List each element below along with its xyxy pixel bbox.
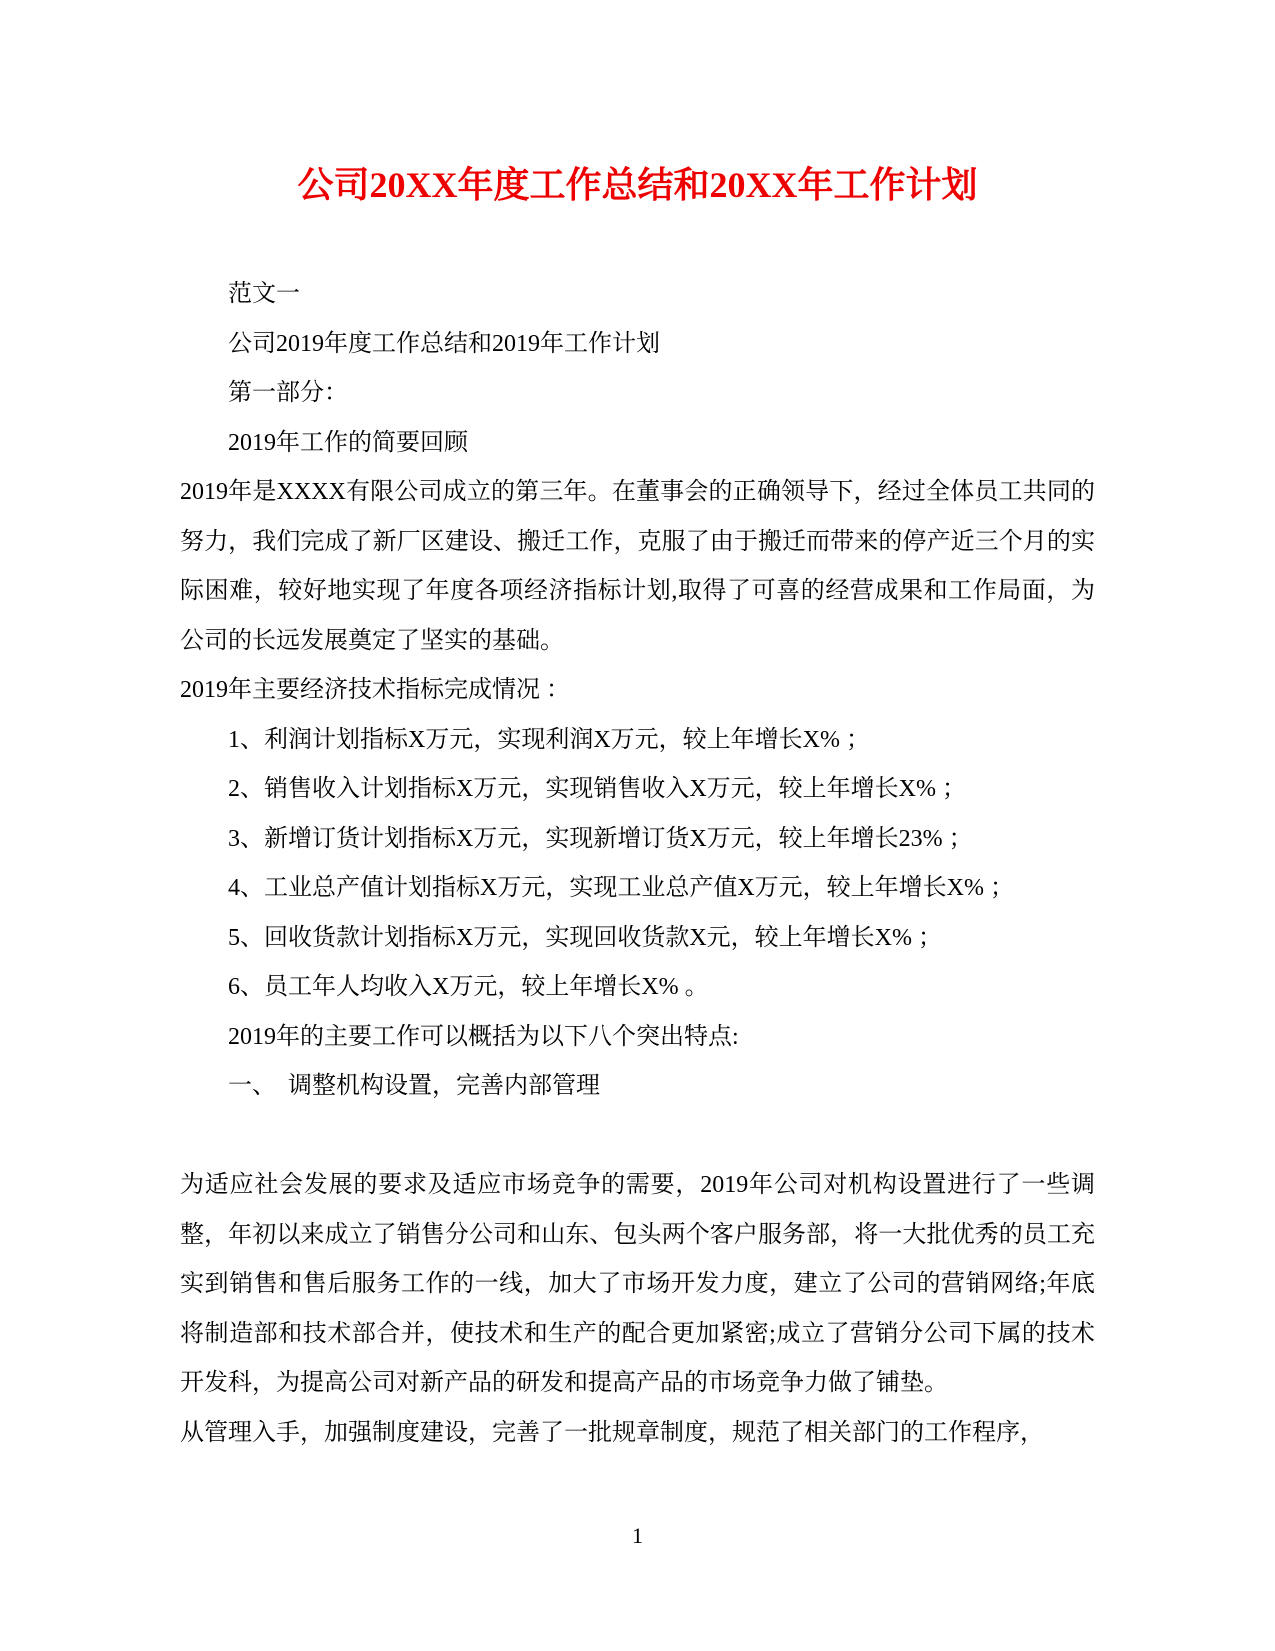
paragraph: 2019年主要经济技术指标完成情况 ：: [180, 677, 570, 703]
paragraph: 5、回收货款计划指标X万元，实现回收货款X元，较上年增长X% ；: [228, 924, 942, 951]
paragraph: 从管理入手，加强制度建设，完善了一批规章制度，规范了相关部门的工作程序，: [180, 1419, 1044, 1446]
paragraph: 2019年是XXXX有限公司成立的第三年。在董事会的正确领导下，经过全体员工共同的努力，我们完成了新厂区建设、搬迁工作，克服了由于搬迁而带来的停产近三个月的实际困难，较好地实现了年度各项经济指标计划,取得了可喜的经营成果和工作局面，为公司的长远发展奠定了坚实的基础。: [180, 479, 1095, 654]
paragraph: 4、工业总产值计划指标X万元，实现工业总产值X万元，较上年增长X% ；: [228, 875, 1014, 901]
paragraph: 第一部分：: [228, 380, 348, 406]
paragraph: 范文一: [228, 281, 300, 307]
page-footer: [0, 1522, 1275, 1550]
paragraph: 公司2019年度工作总结和2019年工作计划: [228, 330, 660, 357]
paragraph: 3、新增订货计划指标X万元，实现新增订货X万元，较上年增长23% ；: [228, 825, 973, 852]
paragraph: 6、员工年人均收入X万元，较上年增长X% 。: [228, 974, 709, 1000]
paragraph: 1、利润计划指标X万元，实现利润X万元，较上年增长X% ；: [228, 726, 870, 753]
page-number: 1: [632, 1523, 643, 1548]
page-title: 公司20XX年度工作总结和20XX年工作计划: [297, 165, 978, 205]
document-body: [180, 270, 1095, 1458]
paragraph: 2、销售收入计划指标X万元，实现销售收入X万元，较上年增长X% ；: [228, 776, 966, 802]
paragraph: 2019年工作的简要回顾: [228, 429, 468, 456]
paragraph: 一、 调整机构设置，完善内部管理: [228, 1073, 600, 1099]
paragraph: 为适应社会发展的要求及适应市场竞争的需要，2019年公司对机构设置进行了一些调整，年初以来成立了销售分公司和山东、包头两个客户服务部，将一大批优秀的员工充实到销售和售后服务工作的一线，加大了市场开发力度，建立了公司的营销网络;年底将制造部和技术部合并，使技术和生产的配合更加紧密;成立了营销分公司下属的技术开发科，为提高公司对新产品的研发和提高产品的市场竞争力做了铺垫。: [180, 1172, 1095, 1396]
paragraph: 2019年的主要工作可以概括为以下八个突出特点:: [228, 1023, 739, 1050]
